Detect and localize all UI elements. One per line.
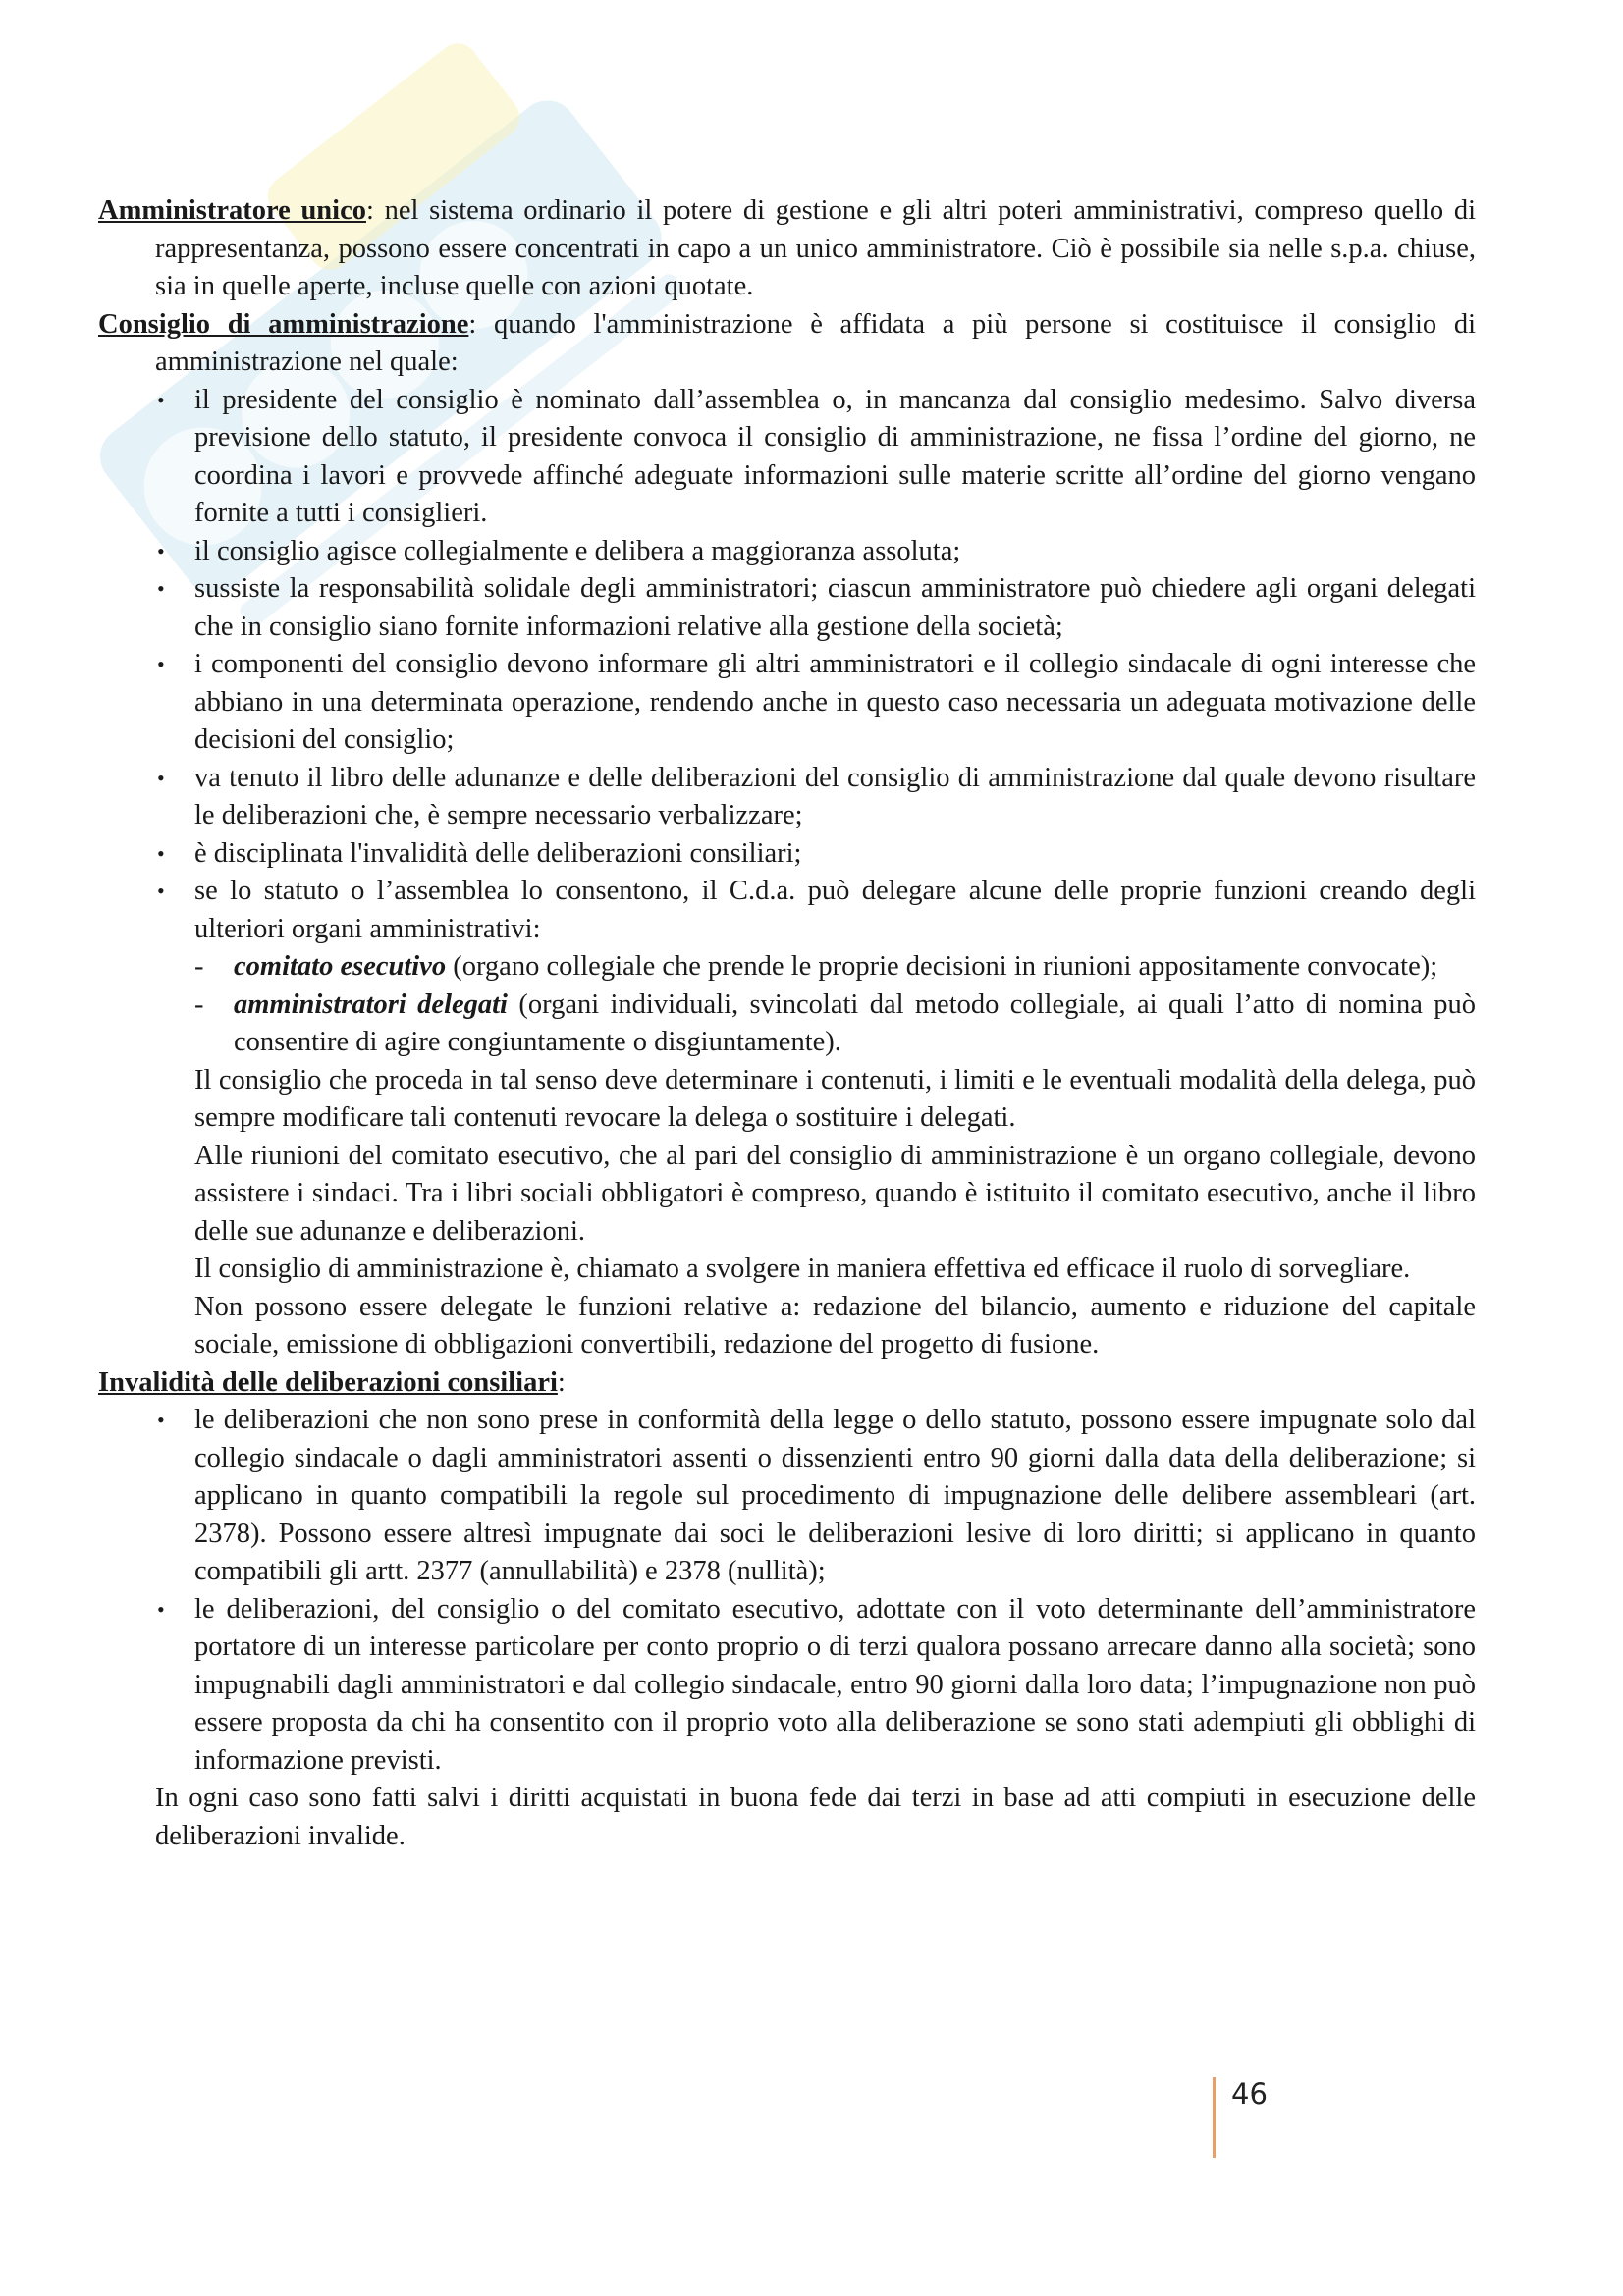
entry-text: : <box>557 1366 566 1398</box>
list-item <box>157 382 1476 533</box>
list-item <box>157 646 1476 760</box>
bullet-icon: • <box>157 538 165 563</box>
document-body <box>98 192 1476 1855</box>
term-consiglio: Consiglio di amministrazione <box>98 308 469 340</box>
page-number: 46 <box>1213 2077 1268 2158</box>
list-item-text: le deliberazioni, del consiglio o del comitato esecutivo, adottate con il voto determinante dell’amministratore portatore di un interesse particolare per conto proprio o di terzi qualora possano arrecare danno alla società; sono impugnabili dagli amministratori e dal collegio sindacale, entro 90 giorni dalla loro data; l’impugnazione non può essere proposta da chi ha consentito con il proprio voto alla deliberazione se sono stati adempiuti gli obblighi di informazione previsti. <box>194 1593 1476 1776</box>
bullet-icon: • <box>157 387 165 412</box>
consiglio-bullet-list <box>98 382 1476 1062</box>
bullet-icon: • <box>157 652 165 676</box>
list-item <box>157 835 1476 874</box>
term-invalidita: Invalidità delle deliberazioni consiliari <box>98 1366 558 1398</box>
list-item-text: il presidente del consiglio è nominato dall’assemblea o, in mancanza dal consiglio medesimo. Salvo diversa previsione dello statuto, il presidente convoca il consiglio di amministrazione, ne fissa l’ordine del giorno, ne coordina i lavori e provvede affinché adeguate informazioni sulle materie scritte all’ordine del giorno vengano fornite a tutti i consiglieri. <box>194 384 1476 528</box>
term-amministratore-unico: Amministratore unico <box>98 195 366 226</box>
bullet-icon: • <box>157 840 165 866</box>
bullet-icon: • <box>157 1408 165 1432</box>
bullet-icon: • <box>157 765 165 790</box>
term-comitato-esecutivo: comitato esecutivo <box>234 951 447 982</box>
list-item <box>157 1402 1476 1591</box>
list-item-text: è disciplinata l'invalidità delle deliberazioni consiliari; <box>194 837 802 869</box>
list-item <box>157 570 1476 646</box>
list-item-text: (organo collegiale che prende le proprie decisioni in riunioni appositamente convocate); <box>446 951 1438 982</box>
bullet-icon: • <box>157 879 165 903</box>
list-item <box>157 760 1476 835</box>
closing-paragraph: In ogni caso sono fatti salvi i diritti acquistati in buona fede dai terzi in base ad atti compiuti in esecuzione delle deliberazioni invalide. <box>155 1783 1476 1851</box>
list-item <box>194 987 1476 1062</box>
list-item <box>157 1591 1476 1781</box>
list-item <box>194 948 1476 987</box>
paragraph: Il consiglio di amministrazione è, chiamato a svolgere in maniera effettiva ed efficace il ruolo di sorvegliare. <box>194 1254 1411 1284</box>
entry-text: : nel sistema ordinario il potere di gestione e gli altri poteri amministrativi, compreso quello di rappresentanza, possono essere concentrati in capo a un unico amministratore. Ciò è possibile sia nelle s.p.a. chiuse, sia in quelle aperte, incluse quelle con azioni quotate. <box>155 195 1477 301</box>
list-item-text: se lo statuto o l’assemblea lo consentono, il C.d.a. può delegare alcune delle proprie funzioni creando degli ulteriori organi amministrativi: <box>194 876 1476 944</box>
list-item-text: i componenti del consiglio devono informare gli altri amministratori e il collegio sindacale di ogni interesse che abbiano in una determinata operazione, rendendo anche in questo caso necessaria un adeguata motivazione delle decisioni del consiglio; <box>194 649 1476 755</box>
dash-icon: - <box>194 988 204 1020</box>
paragraph: Il consiglio che proceda in tal senso deve determinare i contenuti, i limiti e le eventuali modalità della delega, può sempre modificare tali contenuti revocare la delega o sostituire i delegati. <box>194 1064 1476 1133</box>
dash-icon: - <box>194 951 204 982</box>
entry-consiglio <box>98 306 1476 382</box>
bullet-icon: • <box>157 576 165 601</box>
list-item-text: va tenuto il libro delle adunanze e delle deliberazioni del consiglio di amministrazione dal quale devono risultare le deliberazioni che, è sempre necessario verbalizzare; <box>194 762 1476 830</box>
bullet-icon: • <box>157 1596 165 1622</box>
list-item <box>157 873 1476 1062</box>
delegated-organs-list <box>194 948 1476 1062</box>
entry-text: : quando l'amministrazione è affidata a più persone si costituisce il consiglio di amministrazione nel quale: <box>155 308 1476 377</box>
paragraph: Alle riunioni del comitato esecutivo, che al pari del consiglio di amministrazione è un organo collegiale, devono assistere i sindaci. Tra i libri sociali obbligatori è compreso, quando è istituito il comitato esecutivo, anche il libro delle sue adunanze e deliberazioni. <box>194 1140 1476 1247</box>
term-amministratori-delegati: amministratori delegati <box>234 988 508 1020</box>
entry-amministratore-unico <box>98 192 1476 306</box>
list-item-text: le deliberazioni che non sono prese in conformità della legge o dello statuto, possono essere impugnate solo dal collegio sindacale o dagli amministratori assenti o dissenzienti entro 90 giorni dalla data della deliberazione; si applicano in quanto compatibili la regole sul procedimento di impugnazione delle delibere assembleari (art. 2378). Possono essere altresì impugnate dai soci le deliberazioni lesive di loro diritti; si applicano in quanto compatibili gli artt. 2377 (annullabilità) e 2378 (nullità); <box>194 1405 1476 1586</box>
list-item-text: sussiste la responsabilità solidale degli amministratori; ciascun amministratore può chiedere agli organi delegati che in consiglio siano fornite informazioni relative alla gestione della società; <box>194 573 1476 642</box>
entry-invalidita <box>98 1364 1476 1403</box>
list-item-text: il consiglio agisce collegialmente e delibera a maggioranza assoluta; <box>194 535 961 566</box>
paragraph: Non possono essere delegate le funzioni relative a: redazione del bilancio, aumento e riduzione del capitale sociale, emissione di obbligazioni convertibili, redazione del progetto di fusione. <box>194 1291 1476 1360</box>
list-item <box>157 533 1476 571</box>
list-item-text: (organi individuali, svincolati dal metodo collegiale, ai quali l’atto di nomina può consentire di agire congiuntamente o disgiuntamente). <box>234 988 1476 1057</box>
invalidita-bullet-list <box>98 1402 1476 1780</box>
